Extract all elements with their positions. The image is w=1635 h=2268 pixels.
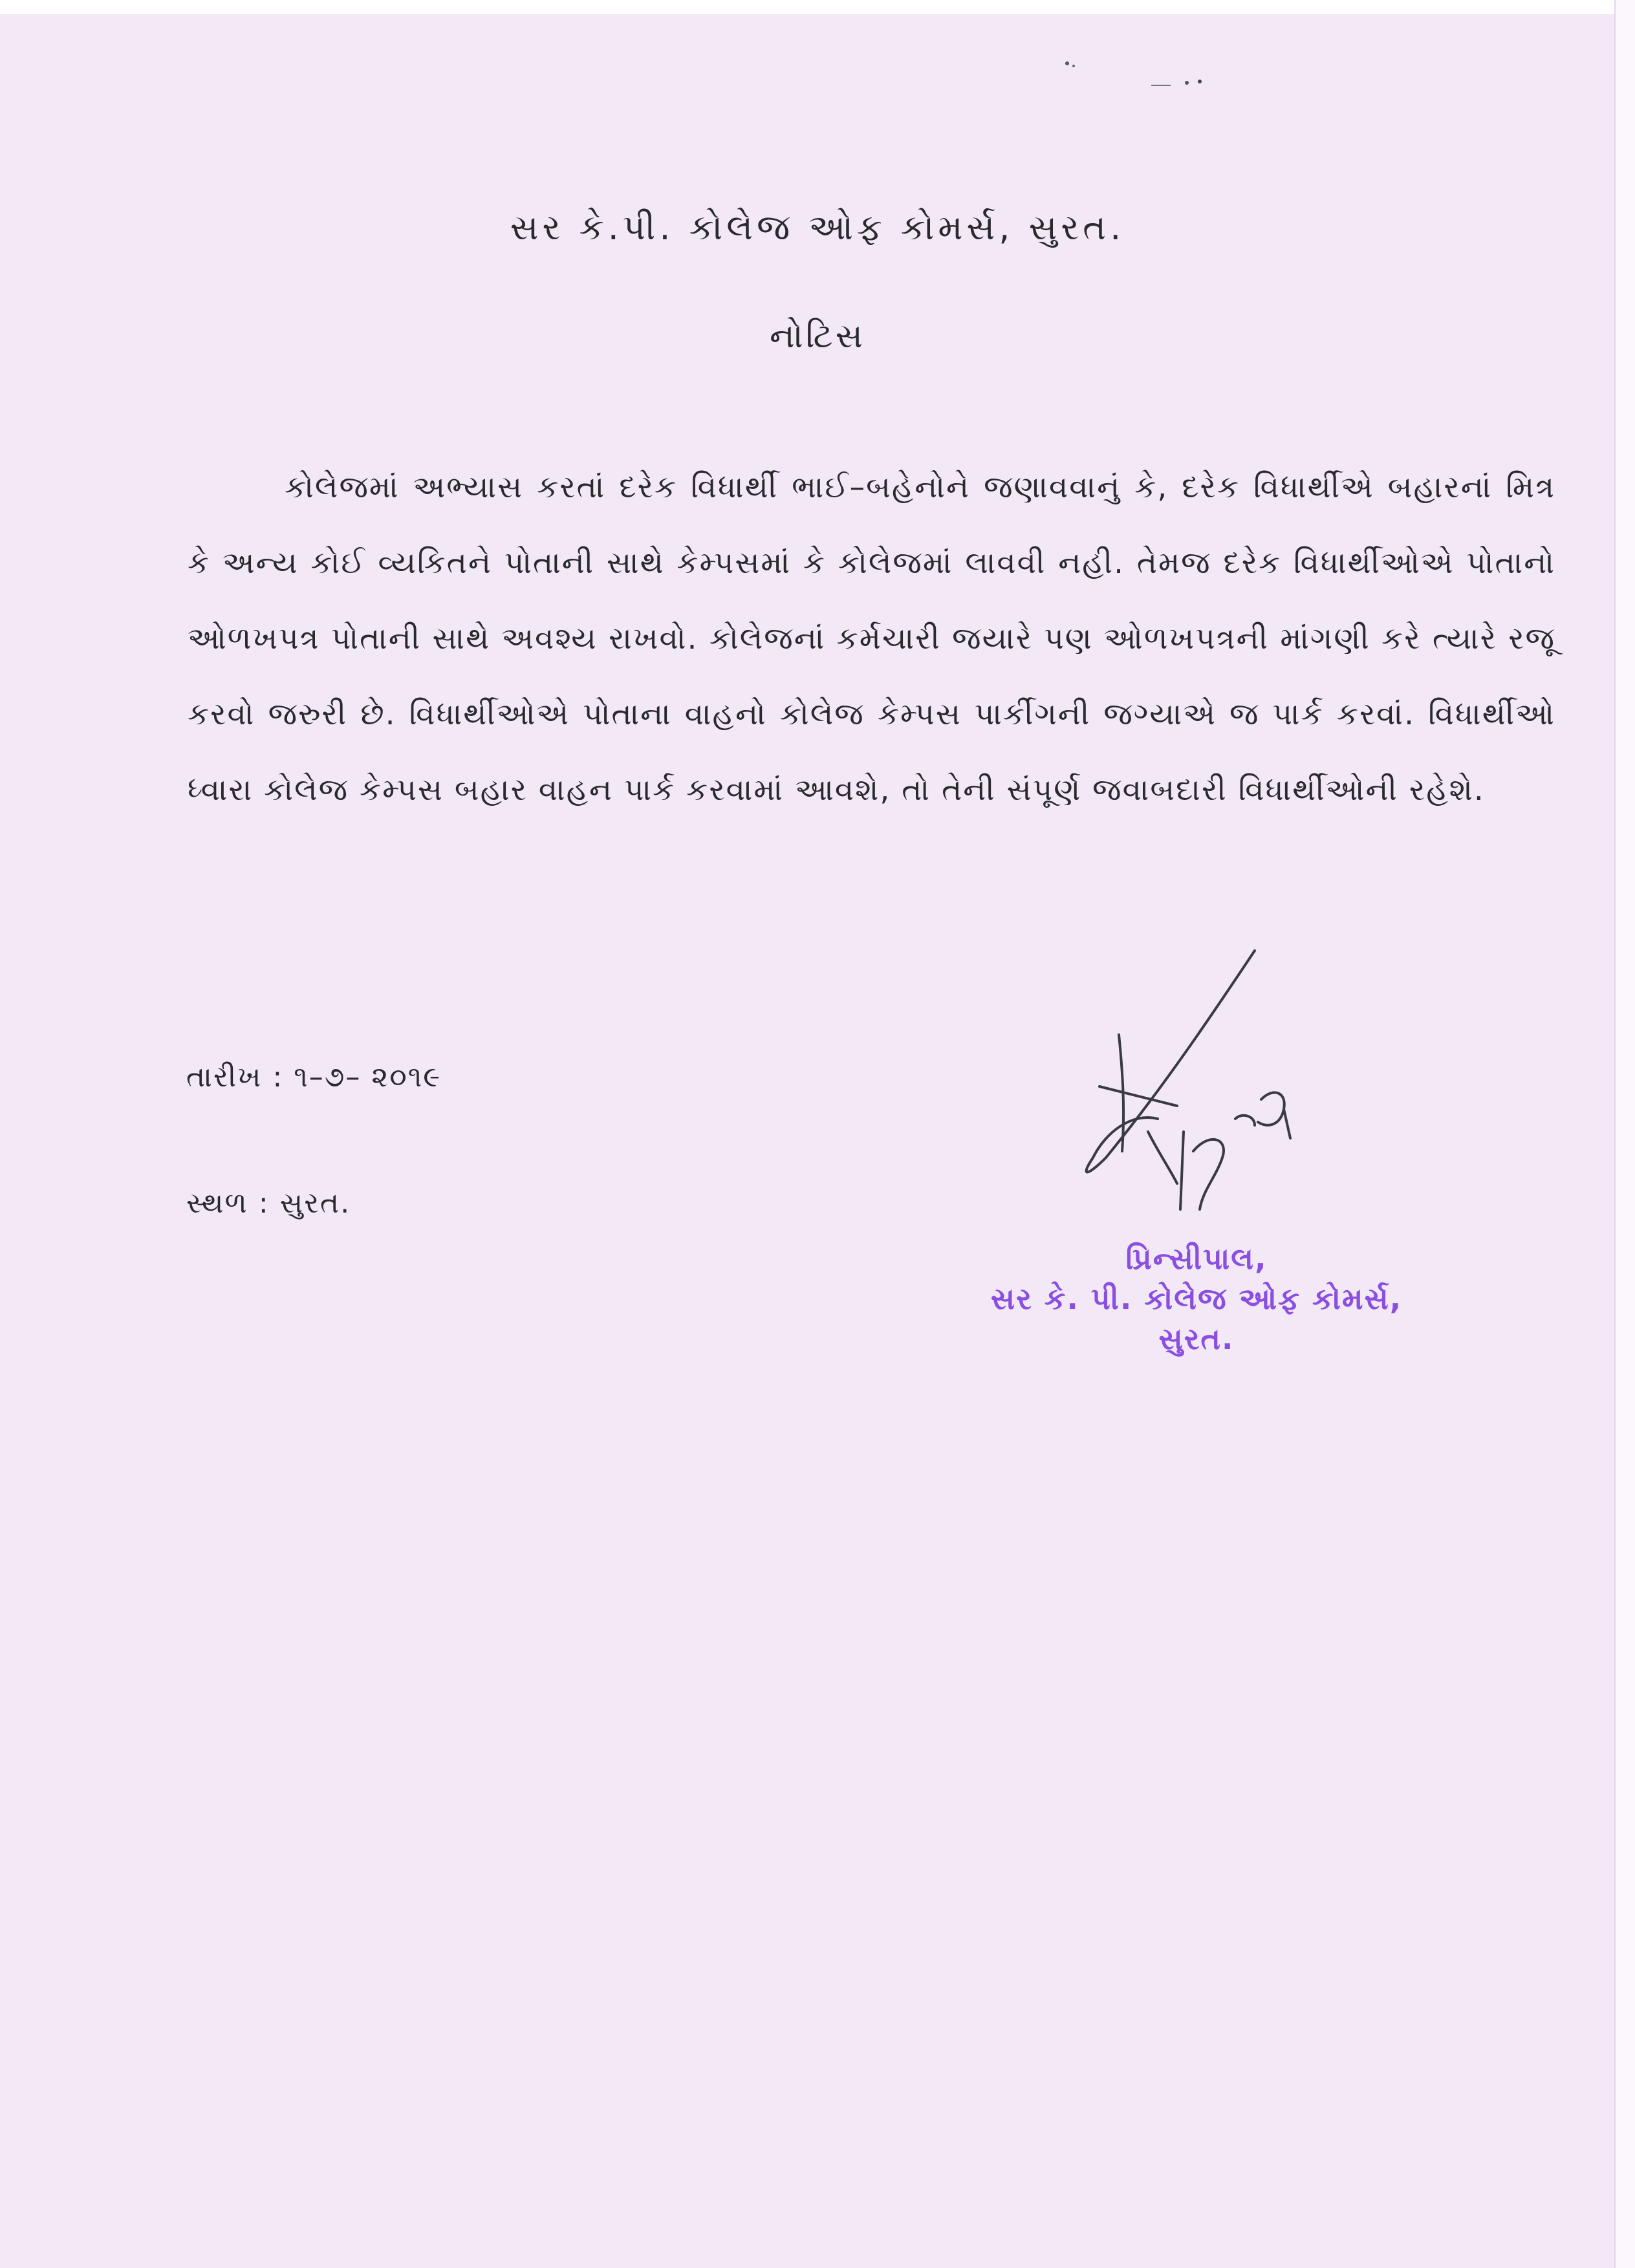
date-line: તારીખ : ૧–૭– ૨૦૧૯	[186, 1061, 442, 1094]
place-line: સ્થળ : સુરત.	[186, 1187, 351, 1220]
scan-top-edge	[0, 0, 1635, 14]
notice-title: નોટિસ	[770, 317, 865, 356]
principal-stamp	[931, 1238, 1462, 1359]
scan-specks	[1054, 52, 1222, 91]
principal-signature	[1061, 938, 1332, 1235]
stamp-city: સુરત.	[1158, 1321, 1235, 1356]
stamp-college: સર કે. પી. કોલેજ ઓફ કોમર્સ,	[990, 1281, 1403, 1316]
college-heading: સર કે.પી. કોલેજ ઓફ કોમર્સ, સુરત.	[510, 207, 1125, 248]
notice-body: કોલેજમાં અભ્યાસ કરતાં દરેક વિધાર્થી ભાઈ–બહેનોને જણાવવાનું કે, દરેક વિધાર્થીએ બહારનાં મિત્ર કે અન્ય કોઈ વ્યકિતને પોતાની સાથે કેમ્પસમાં કે કોલેજમાં લાવવી નહી. તેમજ દરેક વિધાર્થીઓએ પોતાનો ઓળખપત્ર પોતાની સાથે અવશ્ય રાખવો. કોલેજનાં કર્મચારી જયારે પણ ઓળખપત્રની માંગણી કરે ત્યારે રજૂ કરવો જરુરી છે. વિધાર્થીઓએ પોતાના વાહનો કોલેજ કેમ્પસ પાર્કીગની જગ્યાએ જ પાર્ક કરવાં. વિધાર્થીઓ ધ્વારા કોલેજ કેમ્પસ બહાર વાહન પાર્ક કરવામાં આવશે, તો તેની સંપૂર્ણ જવાબદારી વિધાર્થીઓની રહેશે.	[188, 470, 1555, 808]
stamp-title: પ્રિન્સીપાલ,	[1125, 1241, 1268, 1276]
